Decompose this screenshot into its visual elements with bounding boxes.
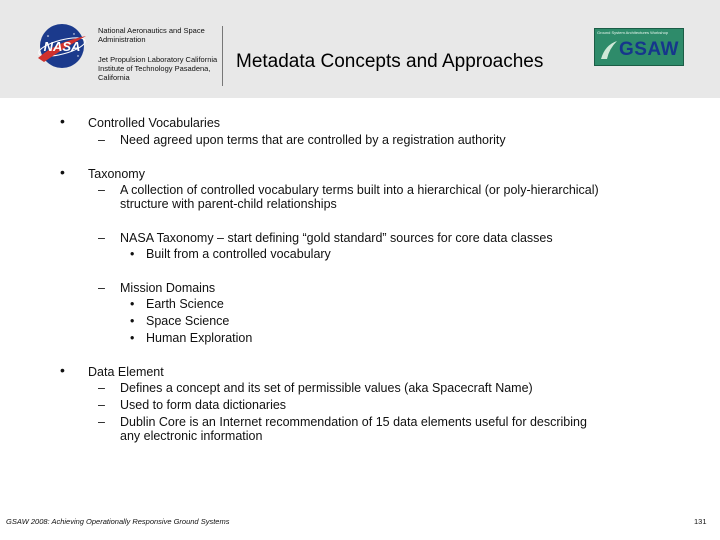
sub-bullet-registration: Need agreed upon terms that are controlled by a registration authority <box>120 133 506 147</box>
sub-bullet-collection-cont: structure with parent-child relationships <box>120 197 337 211</box>
bullet-marker: • <box>130 297 135 311</box>
sub-bullet-data-dictionaries: Used to form data dictionaries <box>120 398 287 412</box>
page-title: Metadata Concepts and Approaches <box>236 51 544 72</box>
bullet-marker: • <box>60 113 65 129</box>
bullet-marker: • <box>60 164 65 180</box>
bullet-controlled-vocabularies: Controlled Vocabularies <box>88 116 221 130</box>
dash-marker: – <box>98 381 105 395</box>
org-name-jpl: Jet Propulsion Laboratory California Institute of Technology Pasadena, California <box>98 55 218 82</box>
dash-marker: – <box>98 133 105 147</box>
gsaw-tagline: Ground System Architectures Workshop <box>597 30 669 35</box>
org-name-nasa: National Aeronautics and Space Administration <box>98 26 205 44</box>
sub-sub-bullet-built-from: Built from a controlled vocabulary <box>146 247 331 261</box>
dash-marker: – <box>98 398 105 412</box>
sub-sub-bullet-space-science: Space Science <box>146 314 230 328</box>
sub-bullet-mission-domains: Mission Domains <box>120 281 216 295</box>
dash-marker: – <box>98 415 105 429</box>
bullet-marker: • <box>130 314 135 328</box>
svg-text:NASA: NASA <box>43 39 81 54</box>
sub-bullet-defines-concept: Defines a concept and its set of permissible values (aka Spacecraft Name) <box>120 381 533 395</box>
sub-bullet-nasa-taxonomy: NASA Taxonomy – start defining “gold standard” sources for core data classes <box>120 231 553 245</box>
sub-bullet-dublin-core: Dublin Core is an Internet recommendation of 15 data elements useful for describing <box>120 415 587 429</box>
bullet-marker: • <box>130 247 135 261</box>
sub-sub-bullet-human-exploration: Human Exploration <box>146 331 253 345</box>
footer-conference: GSAW 2008: Achieving Operationally Responsive Ground Systems <box>6 517 230 526</box>
bullet-taxonomy: Taxonomy <box>88 167 145 181</box>
gsaw-logo-text: GSAW <box>618 39 679 60</box>
dash-marker: – <box>98 231 105 245</box>
sub-sub-bullet-earth-science: Earth Science <box>146 297 224 311</box>
bullet-data-element: Data Element <box>88 365 164 379</box>
bullet-marker: • <box>60 362 65 378</box>
sub-bullet-dublin-core-cont: any electronic information <box>120 429 263 443</box>
dash-marker: – <box>98 183 105 197</box>
dash-marker: – <box>98 281 105 295</box>
page-number: 131 <box>694 517 707 526</box>
bullet-marker: • <box>130 331 135 345</box>
sub-bullet-collection: A collection of controlled vocabulary terms built into a hierarchical (or poly-hierarchical) <box>120 183 599 197</box>
